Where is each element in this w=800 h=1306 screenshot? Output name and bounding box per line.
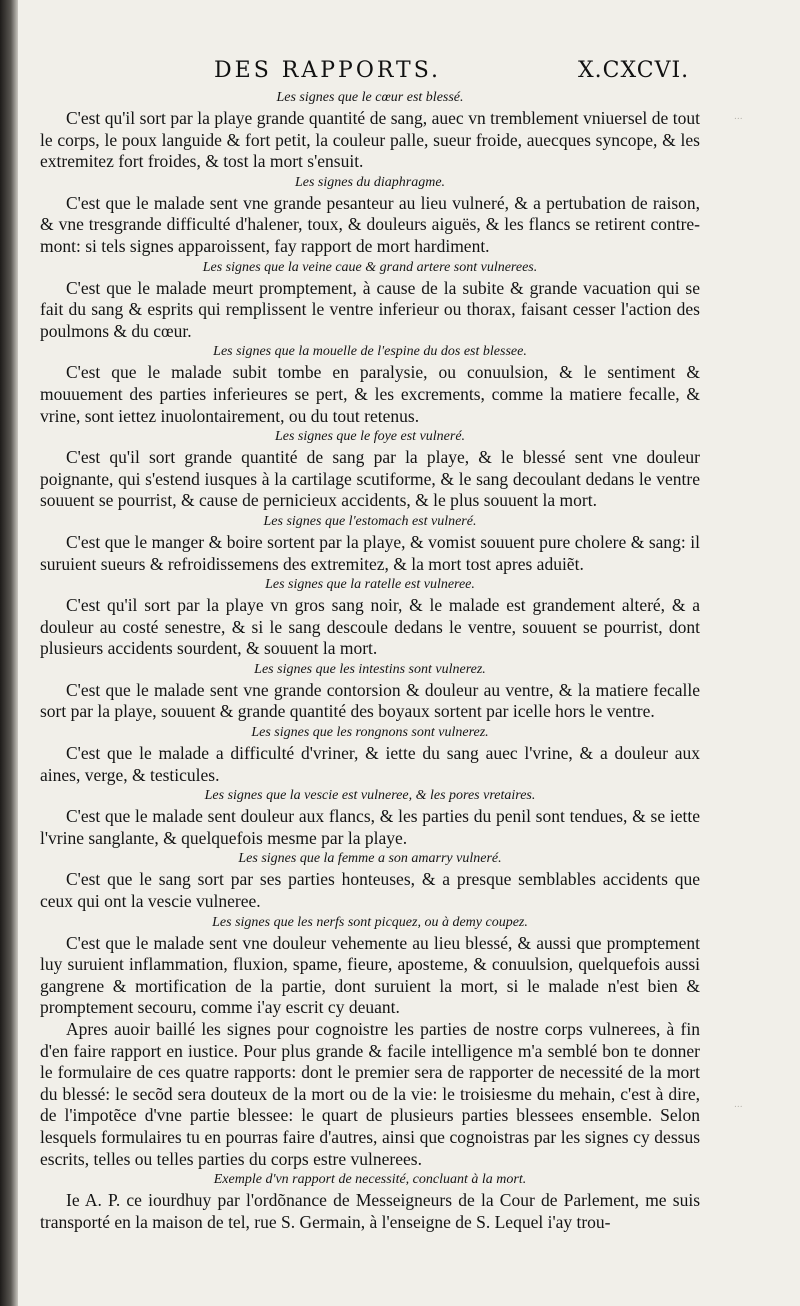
section-text-heart: C'est qu'il sort par la playe grande quantité de sang, auec vn tremblement vniuersel de tout le corps, le poux languide & fort petit, la couleur palle, sueur froide, auecques syncope, & les extremitez fort froides, & tost la mort s'ensuit. bbox=[40, 108, 700, 172]
page-header bbox=[18, 58, 800, 88]
closing-paragraph: Apres auoir baillé les signes pour cognoistre les parties de nostre corps vulnerees, à fin d'en faire rapport en iustice. Pour plus grande & facile intelligence m'a semblé bon te donner le formulaire de ces quatre rapports: dont le premier sera de rapporter de necessité de la mort du blessé: le secõd sera douteux de la mort ou de la vie: le troisiesme du mehain, c'est à dire, de l'impotẽce d'vne partie blessee: le quart de plusieurs parties blessees ensemble. Selon lesquels formulaires tu en pourras faire d'autres, ainsi que cognoistras par les signes cy dessus escrits, telles ou telles parties du corps estre vulnerees. bbox=[40, 1019, 700, 1169]
margin-note-bottom: ... bbox=[734, 1100, 743, 1110]
section-text-nerves: C'est que le malade sent vne douleur vehemente au lieu blessé, & aussi que promptement luy suruient inflammation, fluxion, spame, fieure, aposteme, & conuulsion, quelquefois aussi gangrene & mortification de la partie, dont suruient la mort, si le malade n'est bien & promptement secouru, comme i'ay escrit cy deuant. bbox=[40, 932, 700, 1018]
section-text-kidneys: C'est que le malade a difficulté d'vriner, & iette du sang auec l'vrine, & a douleur aux aines, verge, & testicules. bbox=[40, 743, 700, 785]
section-heading-nerves: Les signes que les nerfs sont picquez, ou à demy coupez. bbox=[212, 914, 528, 930]
book-spine-shadow bbox=[0, 0, 18, 1306]
section-text-liver: C'est qu'il sort grande quantité de sang par la playe, & le blessé sent vne douleur poignante, qui s'estend iusques à la cartilage scutiforme, & le sang decoulant dedans le ventre souuent se pourrist, & cause de pernicieux accidents, & le plus souuent la mort. bbox=[40, 447, 700, 511]
book-page bbox=[18, 0, 800, 1306]
section-heading-heart: Les signes que le cœur est blessé. bbox=[276, 90, 464, 105]
margin-note-top: ... bbox=[734, 112, 743, 122]
section-text-vena-cava: C'est que le malade meurt promptement, à cause de la subite & grande vacuation qui se fait du sang & esprits qui remplissent le ventre inferieur ou thorax, faisant cesser l'action des poulmons & du cœur. bbox=[40, 277, 700, 341]
section-heading-diaphragm: Les signes du diaphragme. bbox=[294, 174, 446, 190]
section-heading-kidneys: Les signes que les rongnons sont vulnerez. bbox=[251, 725, 489, 741]
section-heading-stomach: Les signes que l'estomach est vulneré. bbox=[263, 513, 477, 529]
section-text-womb: C'est que le sang sort par ses parties honteuses, & a presque semblables accidents que ceux qui ont la vescie vulneree. bbox=[40, 869, 700, 912]
running-title: DES RAPPORTS. bbox=[214, 58, 441, 83]
section-heading-vena-cava: Les signes que la veine caue & grand artere sont vulnerees. bbox=[202, 259, 538, 275]
section-heading-spinal-marrow: Les signes que la mouelle de l'espine du dos est blessee. bbox=[213, 344, 527, 360]
section-text-stomach: C'est que le manger & boire sortent par la playe, & vomist souuent pure cholere & sang: il suruient sueurs & refroidissemens des extremitez, & la mort tost apres aduiẽt. bbox=[40, 531, 700, 574]
section-text-bladder: C'est que le malade sent douleur aux flancs, & les parties du penil sont tendues, & se iette l'vrine sanglante, & quelquefois mesme par la playe. bbox=[40, 806, 700, 848]
example-heading: Exemple d'vn rapport de necessité, concluant à la mort. bbox=[213, 1172, 527, 1188]
section-text-intestines: C'est que le malade sent vne grande contorsion & douleur au ventre, & la matiere fecalle sort par la playe, souuent & grande quantité des boyaux sortent par icelle hors le ventre. bbox=[40, 679, 700, 722]
section-heading-womb: Les signes que la femme a son amarry vulneré. bbox=[238, 851, 502, 867]
section-text-diaphragm: C'est que le malade sent vne grande pesanteur au lieu vulneré, & a pertubation de raison, & vne tresgrande difficulté d'halener, toux, & douleurs aiguës, & les flancs se retirent contre-mont: si tels signes apparoissent, fay rapport de mort hardiment. bbox=[40, 192, 700, 256]
section-heading-intestines: Les signes que les intestins sont vulnerez. bbox=[254, 661, 486, 677]
section-heading-liver: Les signes que le foye est vulneré. bbox=[274, 429, 466, 445]
section-text-spleen: C'est qu'il sort par la playe vn gros sang noir, & le malade est grandement alteré, & a douleur au costé senestre, & si le sang descoule dedans le ventre, souuent se pourrist, dont plusieurs accidents sourdent, & souuent la mort. bbox=[40, 595, 700, 659]
section-heading-spleen: Les signes que la ratelle est vulneree. bbox=[265, 577, 475, 593]
folio-number: X.CXCVI. bbox=[578, 58, 690, 83]
section-heading-bladder: Les signes que la vescie est vulneree, & les pores vretaires. bbox=[204, 788, 536, 804]
example-text: Ie A. P. ce iourdhuy par l'ordõnance de Messeigneurs de la Cour de Parlement, me suis transporté en la maison de tel, rue S. Germain, à l'enseigne de S. Lequel i'ay trou- bbox=[40, 1190, 700, 1232]
section-text-spinal-marrow: C'est que le malade subit tombe en paralysie, ou conuulsion, & le sentiment & mouuement des parties inferieures se pert, & les excrements, comme la matiere fecalle, & vrine, sont iettez inuolontairement, ou du tout retenus. bbox=[40, 362, 700, 426]
body-text bbox=[40, 88, 700, 1233]
